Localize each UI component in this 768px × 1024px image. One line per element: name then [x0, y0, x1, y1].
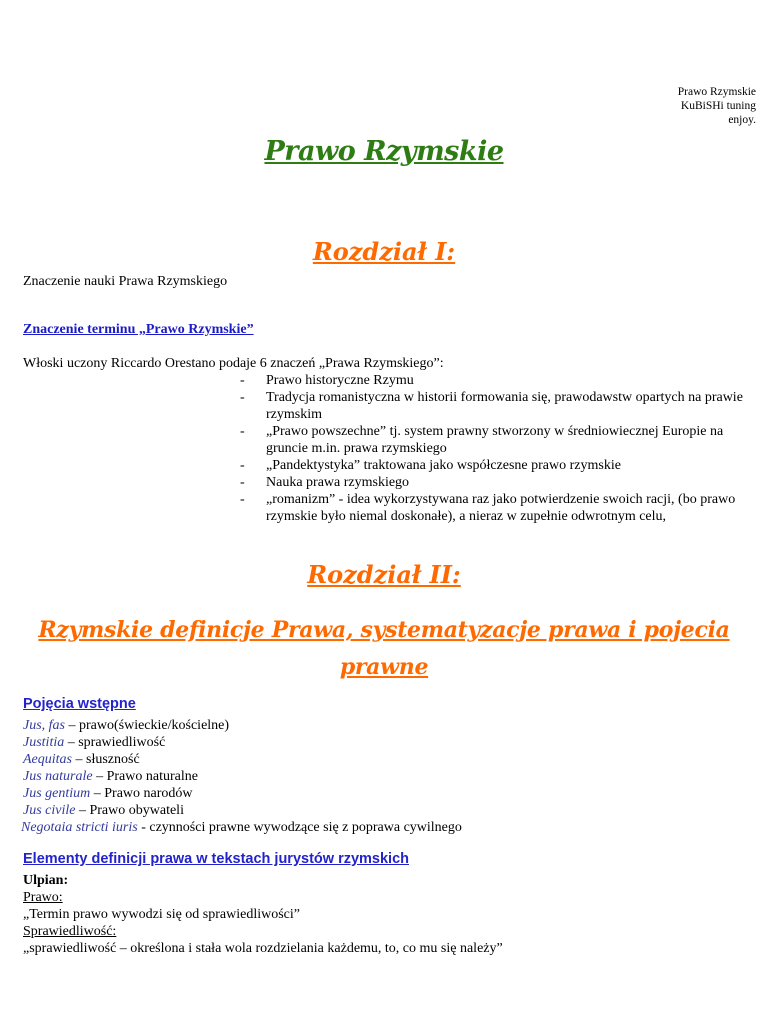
list-item [240, 372, 760, 389]
latin-term: Jus naturale [23, 769, 93, 784]
term-row [21, 819, 462, 836]
latin-term: Justitia [23, 735, 65, 750]
section-heading-definitions: Elementy definicji prawa w tekstach jurystów rzymskich [23, 851, 409, 867]
latin-term: Jus, fas [23, 718, 65, 733]
term-row [23, 734, 462, 751]
term-meaning: Prawo obywateli [89, 803, 184, 818]
latin-term: Negotaia stricti iuris [21, 820, 138, 835]
latin-term: Jus gentium [23, 786, 91, 801]
list-item-text: „romanizm” - idea wykorzystywana raz jako potwierdzenie swoich racji, (bo prawo rzymskie było niemal doskonałe), a nieraz w zupełnie odwrotnym celu, [266, 492, 736, 524]
list-item [240, 491, 760, 525]
terms-list [23, 717, 462, 836]
term-row [23, 785, 462, 802]
term-meaning: Prawo naturalne [106, 769, 198, 784]
term-separator: – [92, 769, 107, 784]
corner-line: enjoy. [728, 114, 756, 126]
list-item-text: Tradycja romanistyczna w historii formowania się, prawodawstw opartych na prawie rzymskim [266, 390, 743, 422]
list-item [240, 474, 760, 491]
chapter-1-subtitle: Znaczenie nauki Prawa Rzymskiego [23, 274, 228, 289]
chapter-1-heading: Rozdział I: [312, 237, 456, 266]
list-item-text: Prawo historyczne Rzymu [266, 373, 414, 388]
list-item [240, 389, 760, 423]
dash-bullet: - [240, 373, 245, 388]
dash-bullet: - [240, 424, 245, 439]
sprawiedliwosc-quote: „sprawiedliwość – określona i stała wola rozdzielania każdemu, to, co mu się należy” [23, 941, 503, 956]
sprawiedliwosc-label: Sprawiedliwość: [23, 924, 117, 939]
dash-bullet: - [240, 492, 245, 507]
corner-line: KuBiSHi tuning [680, 100, 756, 112]
meanings-list [240, 372, 760, 525]
list-item-text: Nauka prawa rzymskiego [266, 475, 410, 490]
term-meaning: czynności prawne wywodzące się z poprawa cywilnego [149, 820, 462, 835]
term-meaning: sprawiedliwość [78, 735, 166, 750]
intro-paragraph: Włoski uczony Riccardo Orestano podaje 6 znaczeń „Prawa Rzymskiego”: [23, 356, 444, 371]
term-separator: - [137, 820, 150, 835]
term-meaning: słuszność [86, 752, 140, 767]
dash-bullet: - [240, 475, 245, 490]
section-heading-basic-terms: Pojęcia wstępne [23, 696, 136, 712]
list-item-text: „Prawo powszechne” tj. system prawny stworzony w średniowiecznej Europie na gruncie m.in. prawa rzymskiego [266, 424, 724, 456]
ulpian-label: Ulpian: [23, 873, 69, 888]
document-title: Prawo Rzymskie [264, 136, 504, 167]
term-separator: – [65, 718, 79, 733]
term-separator: – [64, 735, 79, 750]
term-row [23, 751, 462, 768]
latin-term: Jus civile [23, 803, 76, 818]
term-separator: – [90, 786, 105, 801]
term-meaning: Prawo narodów [104, 786, 193, 801]
term-separator: – [75, 803, 90, 818]
term-row [23, 717, 462, 734]
chapter-2-heading: Rozdział II: [307, 560, 461, 589]
list-item-text: „Pandektystyka” traktowana jako współczesne prawo rzymskie [266, 458, 621, 473]
list-item [240, 457, 760, 474]
term-meaning: prawo(świeckie/kościelne) [79, 718, 230, 733]
corner-note [678, 85, 756, 127]
list-item [240, 423, 760, 457]
term-row [23, 802, 462, 819]
chapter-2-title: Rzymskie definicje Prawa, systematyzacje prawa i pojecia prawne [38, 617, 730, 680]
dash-bullet: - [240, 390, 245, 405]
term-row [23, 768, 462, 785]
dash-bullet: - [240, 458, 245, 473]
corner-line: Prawo Rzymskie [677, 86, 756, 98]
prawo-label: Prawo: [23, 890, 63, 905]
latin-term: Aequitas [23, 752, 72, 767]
term-separator: – [72, 752, 86, 767]
section-heading-term-meaning: Znaczenie terminu „Prawo Rzymskie” [23, 322, 254, 337]
prawo-quote: „Termin prawo wywodzi się od sprawiedliwości” [23, 907, 300, 922]
